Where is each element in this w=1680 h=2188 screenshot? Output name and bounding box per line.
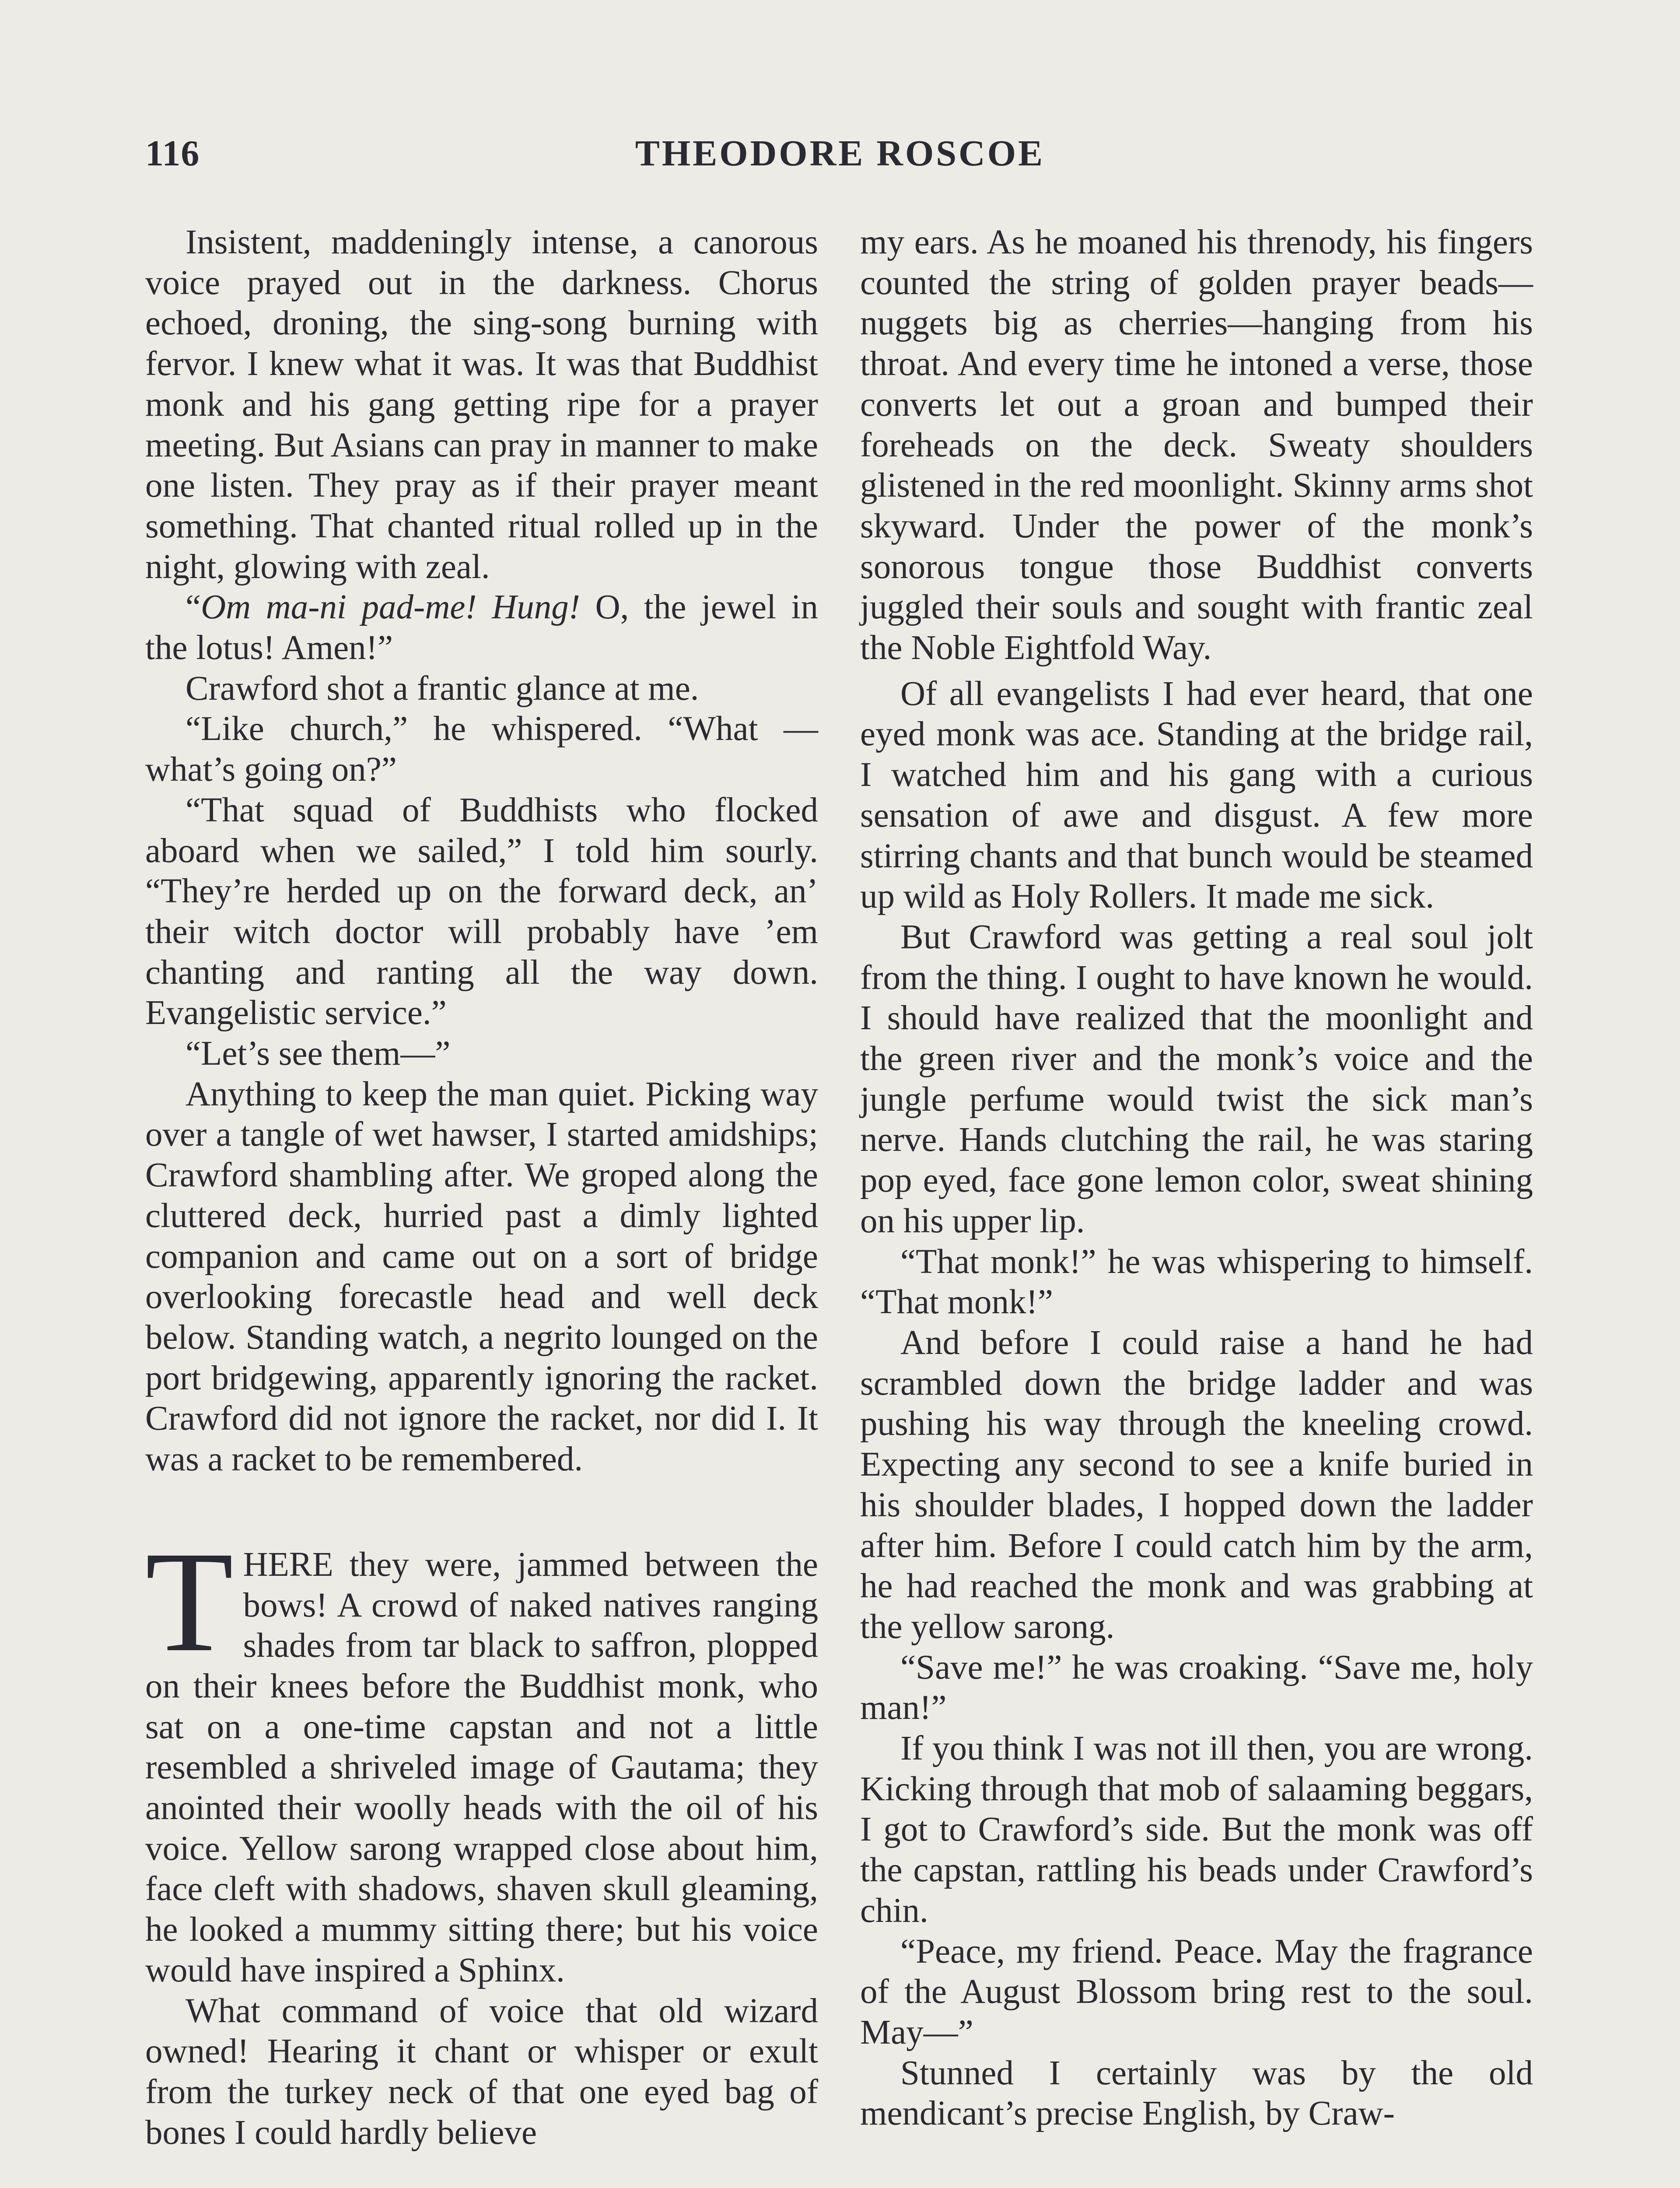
- paragraph: “Om ma-ni pad-me! Hung! O, the jewel in the lotus! Amen!”: [145, 588, 819, 667]
- paragraph: Anything to keep the man quiet. Picking way over a tangle of wet hawser, I started amidships; Crawford shambling after. We groped along the cluttered deck, hurried past a dimly lighted companion and came out on a sort of bridge overlooking forecastle head and well deck below. Standing watch, a negrito lounged on the port bridgewing, apparently ignoring the racket. Crawford did not ignore the racket, nor did I. It was a racket to be remembered.: [145, 1075, 818, 1479]
- drop-cap: T: [145, 1522, 234, 1682]
- page-number: 116: [145, 133, 200, 174]
- paragraph: And before I could raise a hand he had scrambled down the bridge ladder and was pushing his way through the kneeling crowd. Expecting any second to see a knife buried in his shoulder blades, I hopped down the ladder after him. Before I could catch him by the arm, he had reached the monk and was grabbing at the yellow sarong.: [860, 1323, 1533, 1646]
- paragraph: If you think I was not ill then, you are wrong. Kicking through that mob of salaaming beggars, I got to Crawford’s side. But the monk was off the capstan, rattling his beads under Crawford’s chin.: [860, 1729, 1533, 1930]
- paragraph: “Save me!” he was croaking. “Save me, holy man!”: [860, 1648, 1533, 1727]
- paragraph-text: HERE they were, jammed between the bows! A crowd of naked natives ranging shades from tar black to saffron, plopped on their knees before the Buddhist monk, who sat on a one-time capstan and not a little resembled a shriveled image of Gautama; they anointed their woolly heads with the oil of his voice. Yellow sarong wrapped close about him, face cleft with shadows, shaven skull gleaming, he looked a mummy sitting there; but his voice would have inspired a Sphinx.: [145, 1545, 818, 1989]
- paragraph: “Peace, my friend. Peace. May the fragrance of the August Blossom bring rest to the soul. May—”: [860, 1932, 1533, 2051]
- paragraph: Insistent, maddeningly intense, a canorous voice prayed out in the darkness. Chorus echoed, droning, the sing-song burning with fervor. I knew what it was. It was that Buddhist monk and his gang getting ripe for a prayer meeting. But Asians can pray in manner to make one listen. They pray as if their prayer meant something. That chanted ritual rolled up in the night, glowing with zeal.: [145, 223, 818, 586]
- chant-text: Om ma-ni pad-me! Hung!: [201, 588, 581, 627]
- paragraph: But Crawford was getting a real soul jolt from the thing. I ought to have known he would. I should have realized that the moonlight and the green river and the monk’s voice and the jungle perfume would twist the sick man’s nerve. Hands clutching the rail, he was staring pop eyed, face gone lemon color, sweat shining on his upper lip.: [860, 918, 1533, 1240]
- paragraph: “That squad of Buddhists who flocked aboard when we sailed,” I told him sourly. “They’re herded up on the forward deck, an’ their witch doctor will probably have ’em chanting and ranting all the way down. Evangelistic service.”: [145, 791, 818, 1032]
- paragraph: Of all evangelists I had ever heard, that one eyed monk was ace. Standing at the bridge rail, I watched him and his gang with a curious sensation of awe and disgust. A few more stirring chants and that bunch would be steamed up wild as Holy Rollers. It made me sick.: [860, 674, 1533, 916]
- paragraph: What command of voice that old wizard owned! Hearing it chant or whisper or exult from the turkey neck of that one eyed bag of bones I could hardly believe: [145, 1992, 818, 2152]
- paragraph: Crawford shot a frantic glance at me.: [186, 669, 699, 708]
- paragraph: “Like church,” he whispered. “What —what’s going on?”: [145, 710, 818, 789]
- chant-rest: O, the jewel in the lotus! Amen!”: [145, 588, 819, 667]
- continued-paragraph: my ears. As he moaned his threnody, his fingers counted the string of golden prayer beads—nuggets big as cherries—hanging from his throat. And every time he intoned a verse, those converts let out a groan and bumped their foreheads on the deck. Sweaty shoulders glistened in the red moonlight. Skinny arms shot skyward. Under the power of the monk’s sonorous tongue those Buddhist converts juggled their souls and sought with frantic zeal the Noble Eightfold Way.: [860, 223, 1533, 667]
- paragraph: Stunned I certainly was by the old mendicant’s precise English, by Craw-: [860, 2054, 1533, 2133]
- left-column: [145, 222, 818, 2153]
- paragraph: “That monk!” he was whispering to himself. “That monk!”: [860, 1242, 1533, 1322]
- paragraph: “Let’s see them—”: [186, 1034, 451, 1073]
- section-opening-paragraph: [145, 1522, 818, 1991]
- running-head-title: THEODORE ROSCOE: [635, 133, 1045, 174]
- right-column: [860, 222, 1533, 2134]
